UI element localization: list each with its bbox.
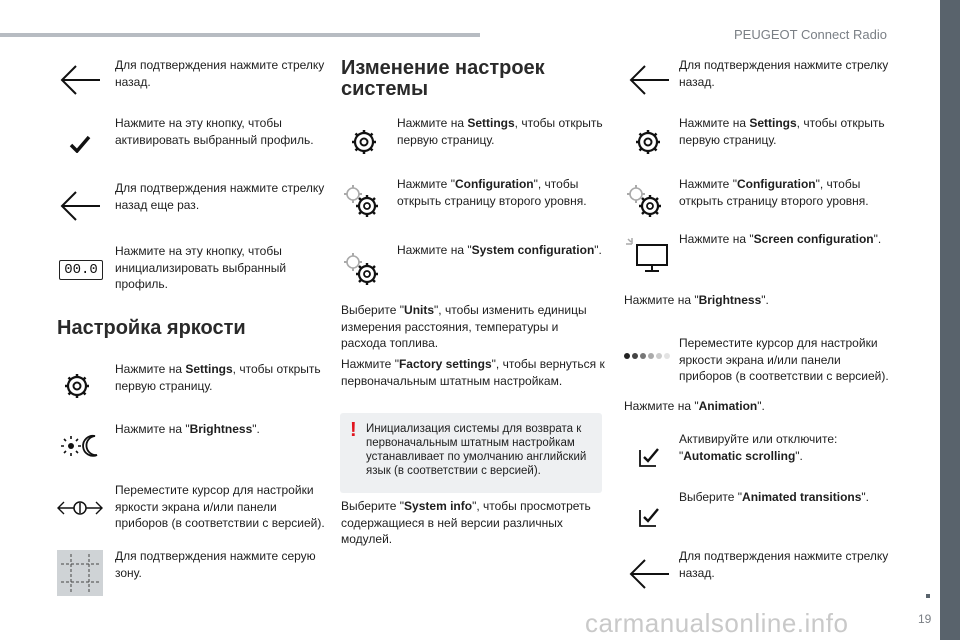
gear-icon <box>349 127 379 157</box>
header-rule <box>0 33 480 37</box>
counter-value: 00.0 <box>59 260 103 280</box>
checkbox-icon <box>636 504 662 530</box>
instruction-text: Нажмите "Configuration", чтобы открыть страницу второго уровня. <box>397 177 587 208</box>
instruction-text: Выберите "Animated transitions". <box>679 490 869 504</box>
page-number: 19 <box>918 612 932 626</box>
instruction-text: Для подтверждения нажмите стрелку назад. <box>115 58 325 89</box>
back-arrow-icon <box>624 556 674 592</box>
paragraph: Выберите "System info", чтобы просмотреть содержащиеся в ней версии различных модулей. <box>341 499 591 546</box>
gears-icon <box>341 250 383 288</box>
section-heading: Изменение настроек системы <box>341 57 545 100</box>
instruction-text: Нажмите на "Brightness". <box>115 422 260 436</box>
instruction-text: Нажмите на Settings, чтобы открыть первую страницу. <box>115 362 321 393</box>
slider-icon <box>55 496 105 520</box>
instruction-text: Нажмите на эту кнопку, чтобы инициализировать выбранный профиль. <box>115 244 287 291</box>
instruction-text: Активируйте или отключите: "Automatic scrolling". <box>679 432 838 463</box>
back-arrow-icon <box>624 62 674 98</box>
instruction-text: Нажмите на "Animation". <box>624 399 765 413</box>
side-tab <box>940 0 960 640</box>
brightness-icon <box>58 432 102 460</box>
paragraph: Нажмите "Factory settings", чтобы вернуться к первоначальным штатным настройкам. <box>341 357 605 388</box>
instruction-text: Нажмите на эту кнопку, чтобы активировать выбранный профиль. <box>115 116 314 147</box>
gear-icon <box>633 127 663 157</box>
page-marker <box>926 594 930 598</box>
instruction-text: Нажмите на Settings, чтобы открыть первую страницу. <box>679 116 885 147</box>
instruction-text: Переместите курсор для настройки яркости экрана и/или панели приборов (в соответствии с версией). <box>115 483 325 530</box>
instruction-text: Нажмите на "System configuration". <box>397 243 602 257</box>
instruction-text: Для подтверждения нажмите стрелку назад еще раз. <box>115 181 325 212</box>
instruction-text: Для подтверждения нажмите стрелку назад. <box>679 58 889 89</box>
counter-icon <box>56 258 106 282</box>
gears-icon <box>624 182 666 220</box>
back-arrow-icon <box>55 62 105 98</box>
back-arrow-icon <box>55 188 105 224</box>
warning-box <box>340 413 602 493</box>
instruction-text: Для подтверждения нажмите серую зону. <box>115 549 316 580</box>
dots-slider-icon <box>622 348 672 364</box>
screen-icon <box>624 236 670 274</box>
grey-zone-icon <box>57 550 103 596</box>
instruction-text: Нажмите на "Brightness". <box>624 293 769 307</box>
gear-icon <box>62 371 92 401</box>
instruction-text: Переместите курсор для настройки яркости экрана и/или панели приборов (в соответствии с версией). <box>679 336 889 383</box>
checkbox-icon <box>636 444 662 470</box>
instruction-text: Нажмите на "Screen configuration". <box>679 232 882 246</box>
instruction-text: Нажмите на Settings, чтобы открыть первую страницу. <box>397 116 603 147</box>
page-header-title: PEUGEOT Connect Radio <box>734 27 887 42</box>
warning-icon: ! <box>350 419 357 441</box>
instruction-text: Для подтверждения нажмите стрелку назад. <box>679 549 889 580</box>
checkmark-icon <box>62 132 98 156</box>
paragraph: Выберите "Units", чтобы изменить единицы измерения расстояния, температуры и расхода топлива. <box>341 303 587 350</box>
gears-icon <box>341 182 383 220</box>
section-heading: Настройка яркости <box>57 317 246 339</box>
watermark: carmanualsonline.info <box>585 608 849 638</box>
instruction-text: Нажмите "Configuration", чтобы открыть страницу второго уровня. <box>679 177 869 208</box>
warning-text: Инициализация системы для возврата к первоначальным штатным настройкам устанавливает по умолчанию английский язык (в соответствии с версией). <box>366 423 587 477</box>
